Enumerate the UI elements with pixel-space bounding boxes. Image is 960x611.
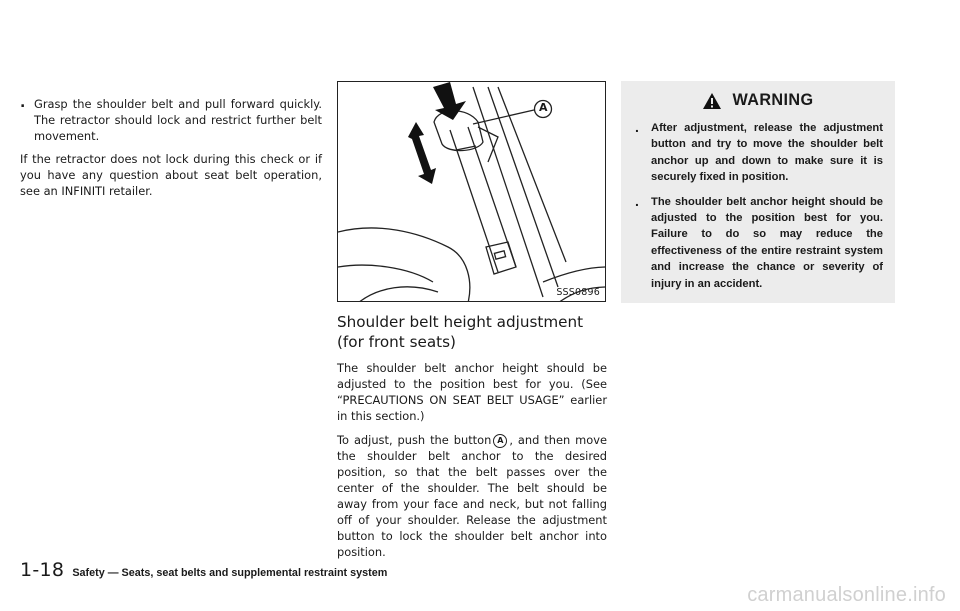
list-item bbox=[20, 96, 322, 144]
figure-caption: SSS0896 bbox=[556, 287, 600, 298]
retractor-paragraph: If the retractor does not lock during this check or if you have any question about seat belt operation, see an INFINITI retailer. bbox=[20, 152, 322, 198]
bullet-text: Grasp the shoulder belt and pull forward quickly. The retractor should lock and restrict further belt movement. bbox=[34, 97, 322, 143]
section-title-line1: Shoulder belt height adjustment bbox=[337, 313, 584, 331]
warning-box bbox=[621, 81, 895, 303]
warning-title: WARNING bbox=[732, 91, 814, 109]
bullet-dot: . bbox=[20, 95, 26, 111]
warning-item-text: After adjustment, release the adjustment button and try to move the shoulder belt anchor up and down to make sure it is securely fixed in position. bbox=[651, 122, 883, 184]
belt-adjustment-figure bbox=[337, 81, 606, 302]
section-title-line2: (for front seats) bbox=[337, 333, 456, 351]
button-a-symbol: A bbox=[493, 434, 507, 448]
para2-before: To adjust, push the button bbox=[337, 433, 492, 447]
middle-column bbox=[337, 312, 607, 560]
warning-triangle-icon bbox=[702, 92, 722, 110]
bullet-dot: . bbox=[635, 192, 639, 209]
warning-header bbox=[621, 91, 895, 110]
page-number: 1-18 bbox=[20, 559, 65, 581]
warning-item-text: The shoulder belt anchor height should be adjusted to the position best for you. Failure to do so may reduce the effectiveness of the entire restraint system and increase the chance or severity of injury in an accident. bbox=[651, 195, 883, 290]
warning-item bbox=[635, 120, 883, 186]
section-paragraph-2 bbox=[337, 432, 607, 560]
section-paragraph-1: The shoulder belt anchor height should be adjusted to the position best for you. (See “PRECAUTIONS ON SEAT BELT USAGE” earlier in this section.) bbox=[337, 361, 607, 423]
footer-section-text: Safety — Seats, seat belts and supplemental restraint system bbox=[72, 567, 388, 579]
callout-label: A bbox=[539, 101, 548, 114]
watermark: carmanualsonline.info bbox=[747, 584, 946, 606]
belt-illustration bbox=[338, 82, 606, 302]
bullet-dot: . bbox=[635, 119, 639, 135]
page-footer bbox=[20, 559, 387, 581]
para2-after: , and then move the shoulder belt anchor to the desired position, so that the belt passes over the center of the shoulder. The belt should be away from your face and neck, but not falling off of your shoulder. Release the adjustment button to lock the shoulder belt anchor into position. bbox=[337, 433, 607, 559]
section-title bbox=[337, 312, 607, 352]
left-column bbox=[20, 96, 322, 199]
double-arrow-icon bbox=[408, 122, 436, 184]
warning-item bbox=[635, 194, 883, 292]
warning-list bbox=[635, 120, 883, 292]
down-arrow-icon bbox=[433, 82, 466, 120]
